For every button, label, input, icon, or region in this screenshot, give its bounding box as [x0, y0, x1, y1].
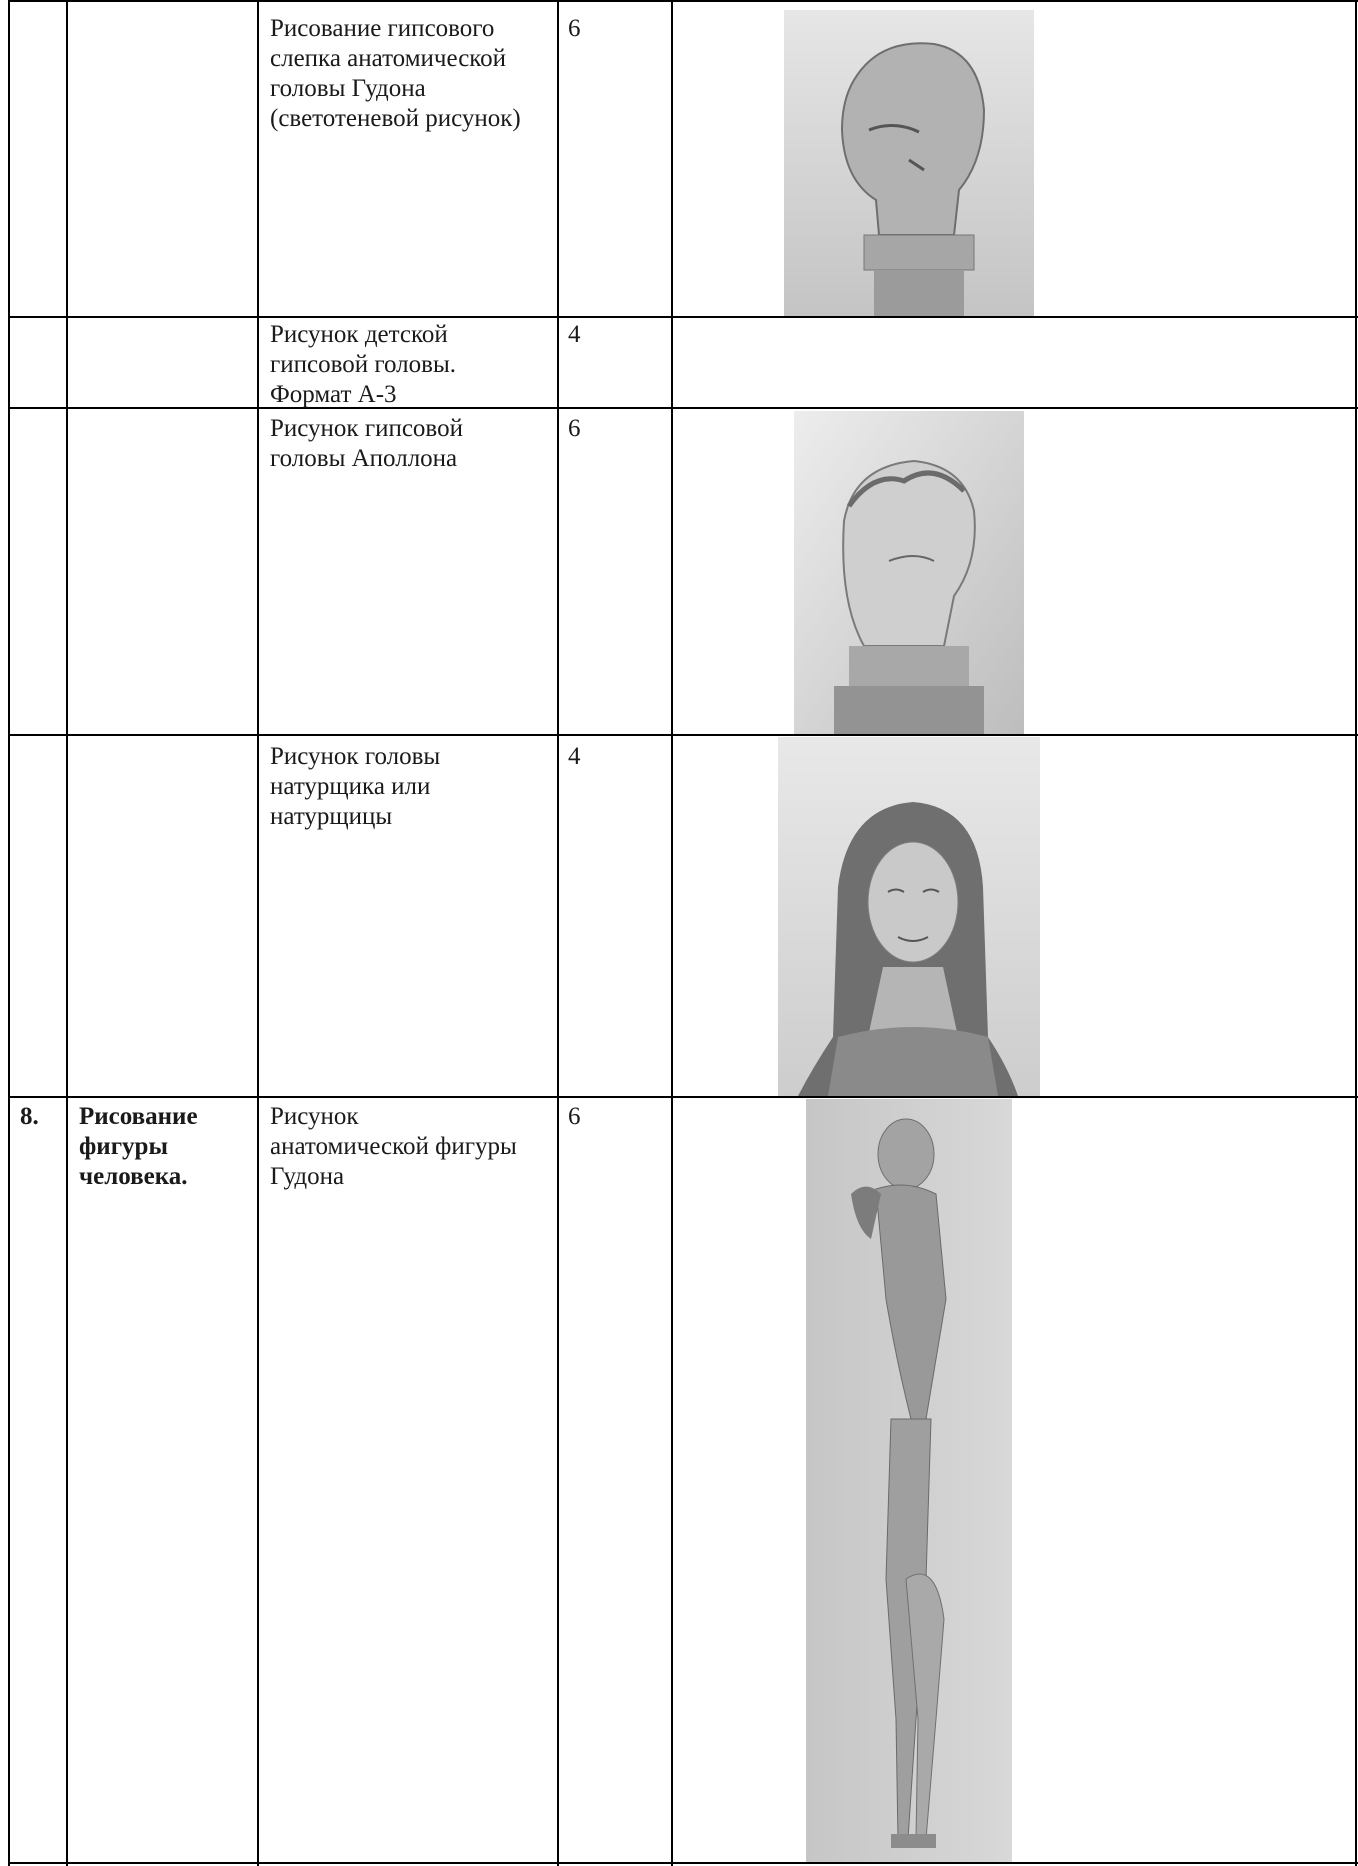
topic-cell: Рисунок анатомической фигуры Гудона	[270, 1103, 517, 1190]
topic-cell: Рисунок детской гипсовой головы. Формат А-3	[270, 321, 456, 408]
row-divider-1	[8, 316, 1358, 318]
table-border-col4	[671, 0, 673, 1866]
table-border-col1	[66, 0, 68, 1866]
topic-cell: Рисунок головы натурщика или натурщицы	[270, 743, 441, 830]
topic-cell: Рисование гипсового слепка анатомической головы Гудона (светотеневой рисунок)	[270, 15, 521, 132]
table-border-col2	[257, 0, 259, 1866]
section-title: Рисование фигуры человека.	[79, 1103, 198, 1190]
model-portrait-drawing-image	[778, 737, 1040, 1096]
row-divider-4	[8, 1096, 1358, 1098]
row-number: 8.	[20, 1103, 39, 1130]
table-border-left	[8, 0, 10, 1866]
hours-cell: 6	[568, 15, 581, 42]
row-divider-2	[8, 407, 1358, 409]
table-border-right	[1355, 0, 1357, 1866]
row-divider-3	[8, 734, 1358, 736]
table-border-top	[8, 0, 1358, 2]
hours-cell: 4	[568, 743, 581, 770]
topic-cell: Рисунок гипсовой головы Аполлона	[270, 415, 463, 472]
table-border-col3	[557, 0, 559, 1866]
anatomical-figure-drawing-image	[806, 1099, 1012, 1862]
table-border-bottom	[8, 1862, 1358, 1864]
hours-cell: 4	[568, 321, 581, 348]
hours-cell: 6	[568, 415, 581, 442]
hours-cell: 6	[568, 1103, 581, 1130]
apollo-head-drawing-image	[794, 411, 1024, 734]
anatomical-head-drawing-image	[784, 10, 1034, 316]
